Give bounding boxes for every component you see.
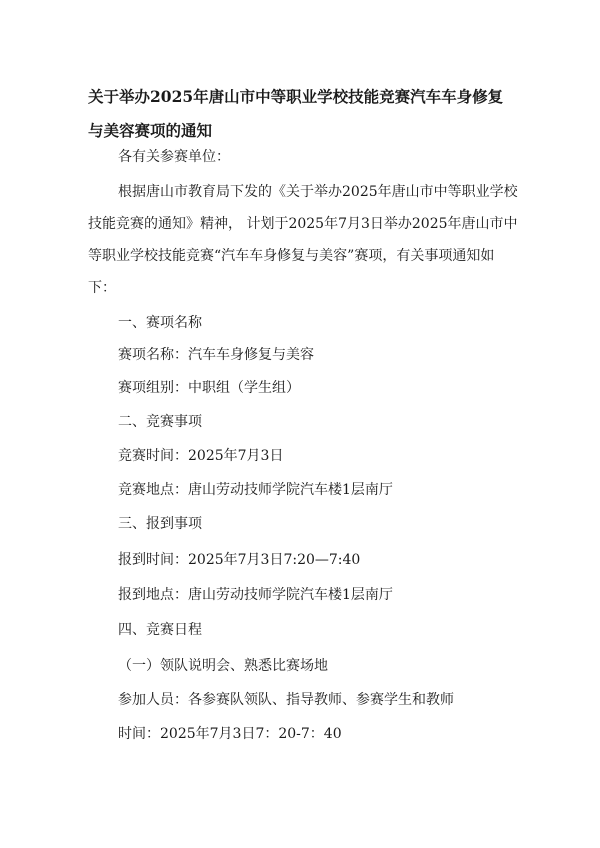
- schedule-time-line: 时间：2025年7月3日7：20-7：40: [118, 726, 342, 742]
- competition-place-line: 竞赛地点：唐山劳动技师学院汽车楼1层南厅: [118, 482, 393, 498]
- registration-time-line: 报到时间：2025年7月3日7:20—7:40: [118, 552, 361, 568]
- event-group-line: 赛项组别：中职组（学生组）: [118, 380, 300, 396]
- intro-paragraph: 根据唐山市教育局下发的《关于举办2025年唐山市中等职业学校技能竞赛的通知》精神， 计划于2025年7月3日举办2025年唐山市中等职业学校技能竞赛“汽车车身修复与美容”赛项，有关事项通知如下：: [88, 184, 518, 296]
- section-heading-schedule: 四、竞赛日程: [118, 622, 202, 638]
- event-name-line: 赛项名称：汽车车身修复与美容: [118, 347, 314, 363]
- registration-place-line: 报到地点：唐山劳动技师学院汽车楼1层南厅: [118, 587, 393, 603]
- section-heading-competition: 二、竞赛事项: [118, 414, 202, 430]
- participants-line: 参加人员：各参赛队领队、指导教师、参赛学生和教师: [118, 692, 454, 708]
- section-heading-event-name: 一、赛项名称: [118, 315, 202, 331]
- salutation: 各有关参赛单位：: [118, 149, 230, 165]
- document-title: 关于举办2025年唐山市中等职业学校技能竞赛汽车车身修复与美容赛项的通知: [88, 87, 504, 140]
- section-heading-registration: 三、报到事项: [118, 516, 202, 532]
- schedule-item-1: （一）领队说明会、熟悉比赛场地: [118, 658, 328, 674]
- competition-time-line: 竞赛时间：2025年7月3日: [118, 448, 284, 464]
